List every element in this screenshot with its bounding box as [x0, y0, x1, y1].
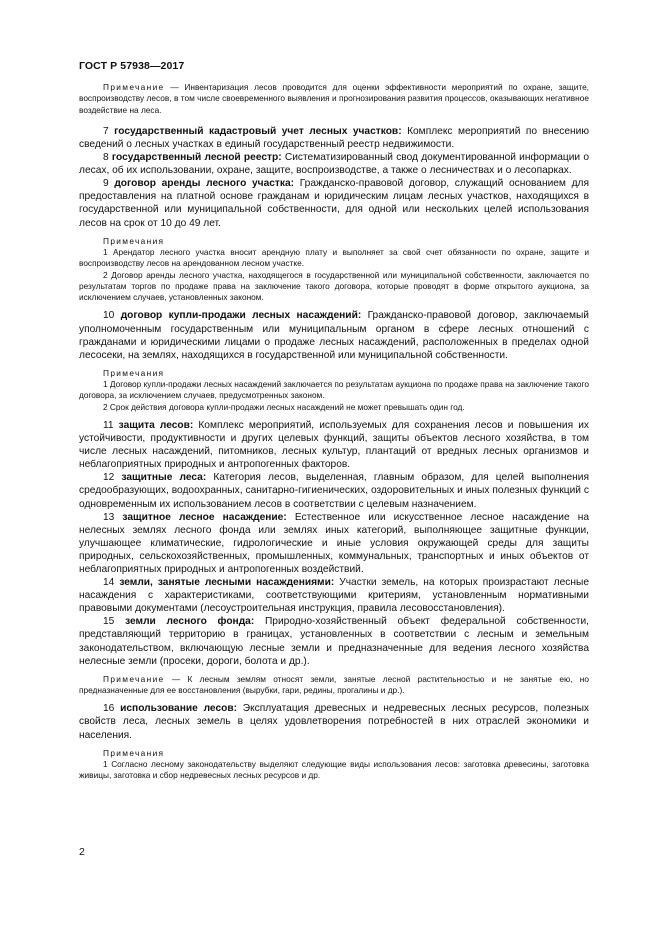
definition-term: защитные леса: [121, 472, 207, 484]
note-text: — Инвентаризация лесов проводится для оценки эффективности мероприятий по охране, защите, воспроизводству лесов, в том числе своевременного выявления и прогнозирования развития процессов, оказывающих негативное воздействие на леса. [79, 82, 589, 115]
definition-14 [79, 576, 589, 615]
definition-12 [79, 471, 589, 510]
note-text: — К лесным землям относят земли, занятые лесной растительностью и не занятые ею, но предназначенные для ее восстановления (вырубки, гари, редины, прогалины и др.). [79, 673, 589, 696]
definition-number: 14 [103, 577, 120, 589]
definition-text: Гражданско-правовой договор, служащий основанием для предоставления на платной основе гражданам и юридическим лицам лесных участков, находящихся в государственной или муниципальной собственности, для одной или нескольких целей использования лесов на срок от 10 до 49 лет. [79, 178, 590, 229]
definition-13 [79, 511, 589, 576]
page-number: 2 [79, 846, 85, 858]
definition-term: государственный лесной реестр: [111, 152, 282, 164]
notes-label: Примечания [103, 367, 165, 378]
definition-16 [79, 702, 589, 741]
note-item: 1 Договор купли-продажи лесных насаждений заключается по результатам аукциона по продаже права на заключение такого договора, за исключением случаев, предусмотренных законом. [79, 379, 589, 401]
definition-number: 15 [103, 616, 126, 628]
note-label: Примечание [103, 82, 165, 92]
definition-term: защитное лесное насаждение: [122, 511, 287, 523]
note-top [79, 82, 589, 116]
definition-text: Участки земель, на которых произрастают лесные насаждения с характеристиками, соответствующими критериям, установленным нормативными правовыми документами (лесоустроительная инструкция, правила лесовосстановления). [79, 577, 590, 615]
definition-text: Естественное или искусственное лесное насаждение на нелесных землях лесного фонда или землях иных категорий, выполняющее защитные функции, улучшающее климатические, гидрологические и иные условия окружающей среды для защиты природных, сельскохозяйственных, промышленных, коммунальных, транспортных и иных объектов от неблагоприятных природных и антропогенных воздействий. [79, 511, 589, 576]
definition-number: 10 [103, 310, 121, 322]
definition-text: Гражданско-правовой договор, заключаемый уполномоченным государственным или муниципальным органом в сфере лесных отношений с гражданами и юридическими лицами о продаже лесных насаждений, расположенных в пределах одной лесосеки, на землях, находящихся в государственной или муниципальной собственности. [79, 310, 589, 361]
document-code: ГОСТ Р 57938—2017 [79, 60, 185, 72]
definition-term: земли лесного фонда: [125, 616, 255, 628]
definition-term: договор купли-продажи лесных насаждений: [120, 310, 362, 322]
definition-15 [79, 615, 589, 667]
definition-text: Систематизированный свод документированной информации о лесах, об их использовании, охране, защите, воспроизводстве, а также о лесничествах и о лесопарках. [79, 152, 590, 177]
note-item: 1 Согласно лесному законодательству выделяют следующие виды использования лесов: заготовка древесины, заготовка живицы, заготовка и сбор недревесных лесных ресурсов и др. [79, 758, 589, 781]
notes-label: Примечания [103, 235, 165, 246]
definition-text: Природно-хозяйственный объект федеральной собственности, представляющий территорию в границах, установленных в соответствии с лесным и земельным законодательством, включающую лесные земли и предназначенные для ведения лесного хозяйства нелесные земли (просеки, дороги, болота и др.). [79, 616, 589, 667]
definition-term: земли, занятые лесными насаждениями: [119, 577, 335, 589]
definition-11 [79, 419, 589, 471]
definition-number: 8 [103, 152, 112, 164]
definition-number: 11 [103, 419, 119, 431]
definition-text: Комплекс мероприятий, используемых для сохранения лесов и повышения их устойчивости, продуктивности и других целевых функций, защиты объектов лесного хозяйства, в том числе лесных насаждений, питомников, лесных культур, плантаций от вредных лесных организмов и неблагоприятных природных и антропогенных факторов. [79, 419, 589, 471]
note-15 [79, 674, 589, 697]
definition-term: договор аренды лесного участка: [114, 178, 295, 190]
definition-term: защита лесов: [118, 419, 194, 431]
page-content [79, 82, 589, 782]
definition-8 [79, 151, 589, 177]
definition-term: государственный кадастровый учет лесных участков: [114, 125, 402, 137]
note-item: 1 Арендатор лесного участка вносит арендную плату и выполняет за свой счет обязанности по охране, защите и воспроизводству лесов на арендованном лесном участке. [79, 246, 589, 269]
definition-term: использование лесов: [120, 703, 237, 715]
definition-text: Категория лесов, выделенная, главным образом, для целей выполнения средообразующих, водоохранных, санитарно-гигиенических, оздоровительных и иных полезных функций с одновременным их использованием лесов в соответствии с целевым назначением. [79, 472, 589, 510]
note-item: 2 Срок действия договора купли-продажи лесных насаждений не может превышать один год. [103, 401, 465, 412]
definition-number: 7 [103, 125, 115, 137]
definition-text: Комплекс мероприятий по внесению сведений о лесных участках в единый государственный реестр недвижимости. [79, 125, 589, 150]
note-item: 2 Договор аренды лесного участка, находящегося в государственной или муниципальной собственности, заключается по результатам торгов по продаже права на заключение такого договора, которые проводят в форме открытого аукциона, за исключением случаев, установленных законом. [79, 269, 589, 303]
definition-9 [79, 177, 589, 229]
definition-7 [79, 125, 589, 151]
definition-number: 16 [103, 703, 121, 715]
definition-text: Эксплуатация древесных и недревесных лесных ресурсов, полезных свойств леса, лесных земель в целях удовлетворения потребностей в них отраслей экономики и населения. [79, 703, 589, 741]
definition-number: 13 [103, 511, 123, 523]
note-label: Примечание [103, 673, 165, 684]
definition-number: 12 [103, 472, 122, 484]
definition-10 [79, 309, 589, 361]
definition-number: 9 [103, 178, 115, 190]
notes-label: Примечания [103, 747, 165, 758]
